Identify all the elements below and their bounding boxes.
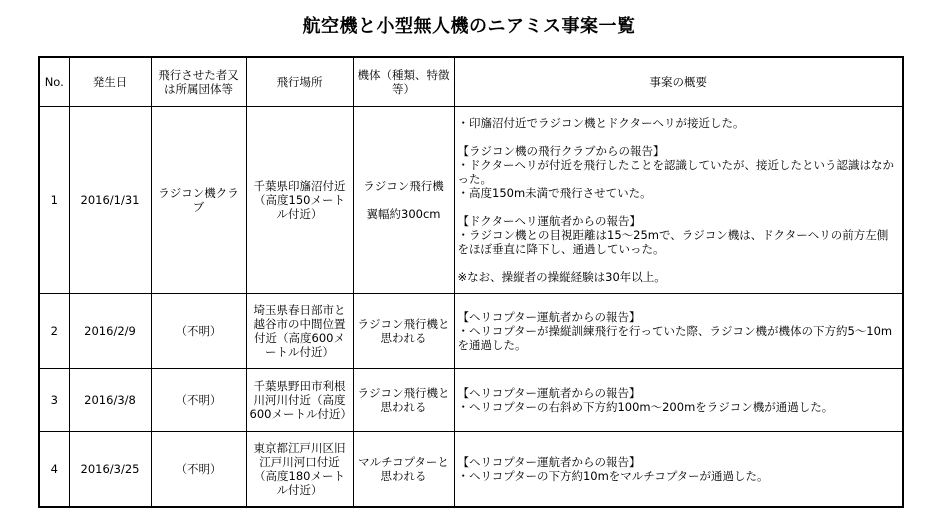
header-operator: 飛行させた者又は所属団体等 bbox=[151, 57, 246, 107]
header-no: No. bbox=[39, 57, 69, 107]
summary-line: ・ヘリコプターの右斜め下方約100m～200mをラジコン機が通過した。 bbox=[457, 400, 834, 414]
summary-line bbox=[458, 256, 900, 270]
cell-aircraft: ラジコン飛行機と思われる bbox=[353, 294, 454, 369]
summary-line: 【ヘリコプター運航者からの報告】 bbox=[457, 386, 641, 400]
summary-line: 【ヘリコプター運航者からの報告】 bbox=[457, 310, 641, 324]
cell-place: 千葉県印旛沼付近（高度150メートル付近） bbox=[246, 107, 353, 294]
summary-line bbox=[458, 200, 900, 214]
table-row bbox=[39, 432, 903, 508]
table-header-row bbox=[39, 57, 903, 107]
table-row bbox=[39, 369, 903, 432]
cell-place: 千葉県野田市利根川河川付近（高度600メートル付近） bbox=[246, 369, 353, 432]
summary-line: 【ヘリコプター運航者からの報告】 bbox=[457, 455, 641, 469]
summary-line: 【ドクターヘリ運航者からの報告】 bbox=[457, 214, 642, 228]
header-summary: 事案の概要 bbox=[454, 57, 903, 107]
table-row bbox=[39, 107, 903, 294]
cell-no: 4 bbox=[39, 432, 69, 508]
header-aircraft: 機体（種類、特徴等） bbox=[353, 57, 454, 107]
table-row bbox=[39, 294, 903, 369]
summary-line: ・ヘリコプターが操縦訓練飛行を行っていた際、ラジコン機が機体の下方約5～10mを通過した。 bbox=[457, 324, 893, 352]
summary-line: ・ドクターヘリが付近を飛行したことを認識していたが、接近したという認識はなかった。 bbox=[457, 158, 895, 186]
summary-line: 【ラジコン機の飛行クラブからの報告】 bbox=[457, 144, 665, 158]
summary-line: ・ヘリコプターの下方約10mをマルチコプターが通過した。 bbox=[457, 469, 769, 483]
cell-no: 2 bbox=[39, 294, 69, 369]
summary-line: ・高度150m未満で飛行させていた。 bbox=[457, 186, 652, 200]
cell-summary bbox=[454, 294, 903, 369]
cell-operator: （不明） bbox=[151, 432, 246, 508]
cell-no: 3 bbox=[39, 369, 69, 432]
cell-operator: ラジコン機クラブ bbox=[151, 107, 246, 294]
header-date: 発生日 bbox=[69, 57, 151, 107]
document-title: 航空機と小型無人機のニアミス事案一覧 bbox=[302, 16, 636, 37]
cell-aircraft bbox=[353, 107, 454, 294]
summary-line: ※なお、操縦者の操縦経験は30年以上。 bbox=[457, 270, 666, 284]
cell-summary bbox=[454, 369, 903, 432]
cell-aircraft: ラジコン飛行機と思われる bbox=[353, 369, 454, 432]
aircraft-wingspan: 翼幅約300cm bbox=[366, 207, 441, 221]
summary-line bbox=[458, 130, 900, 144]
cell-place: 埼玉県春日部市と越谷市の中間位置付近（高度600メートル付近） bbox=[246, 294, 353, 369]
cell-operator: （不明） bbox=[151, 369, 246, 432]
summary-line: ・ラジコン機との目視距離は15～25mで、ラジコン機は、ドクターヘリの前方左側をほぼ垂直に降下し、通過していった。 bbox=[457, 228, 889, 256]
incident-table bbox=[38, 56, 904, 508]
cell-date: 2016/3/25 bbox=[69, 432, 151, 508]
cell-summary bbox=[454, 107, 903, 294]
header-place: 飛行場所 bbox=[246, 57, 353, 107]
cell-no: 1 bbox=[39, 107, 69, 294]
cell-summary bbox=[454, 432, 903, 508]
cell-date: 2016/1/31 bbox=[69, 107, 151, 294]
cell-date: 2016/3/8 bbox=[69, 369, 151, 432]
cell-operator: （不明） bbox=[151, 294, 246, 369]
aircraft-type: ラジコン飛行機 bbox=[363, 179, 444, 193]
cell-place: 東京都江戸川区旧江戸川河口付近（高度180メートル付近） bbox=[246, 432, 353, 508]
cell-date: 2016/2/9 bbox=[69, 294, 151, 369]
summary-line: ・印旛沼付近でラジコン機とドクターヘリが接近した。 bbox=[457, 116, 745, 130]
cell-aircraft: マルチコプターと思われる bbox=[353, 432, 454, 508]
